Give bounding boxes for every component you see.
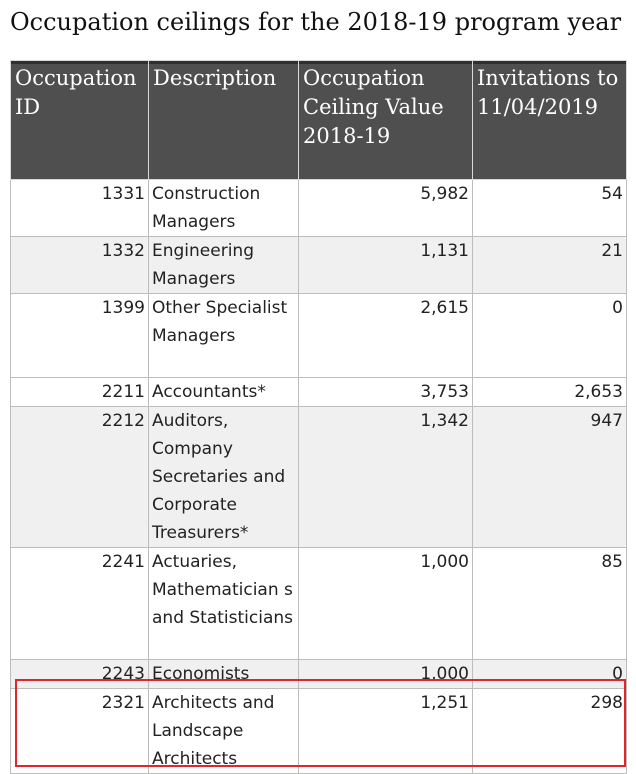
cell-description: Actuaries, Mathematician s and Statisticians — [149, 548, 299, 660]
cell-occupation-id: 2211 — [11, 378, 149, 407]
table-row — [11, 407, 627, 548]
cell-ceiling-value: 1,131 — [299, 237, 473, 294]
table-row — [11, 378, 627, 407]
cell-description: Auditors, Company Secretaries and Corporate Treasurers* — [149, 407, 299, 548]
cell-occupation-id: 2241 — [11, 548, 149, 660]
header-invitations: Invitations to 11/04/2019 — [473, 61, 627, 180]
table-row-highlighted — [11, 689, 627, 774]
cell-ceiling-value: 1,000 — [299, 660, 473, 689]
table-header-row — [11, 61, 627, 180]
occupation-table — [10, 60, 627, 774]
cell-invitations: 947 — [473, 407, 627, 548]
cell-description: Other Specialist Managers — [149, 294, 299, 378]
cell-occupation-id: 2321 — [11, 689, 149, 774]
cell-ceiling-value: 1,251 — [299, 689, 473, 774]
cell-description: Economists — [149, 660, 299, 689]
cell-occupation-id: 2212 — [11, 407, 149, 548]
table-row — [11, 180, 627, 237]
header-description: Description — [149, 61, 299, 180]
page-title: Occupation ceilings for the 2018-19 program year — [10, 8, 622, 36]
table-row — [11, 294, 627, 378]
cell-invitations: 21 — [473, 237, 627, 294]
cell-invitations: 298 — [473, 689, 627, 774]
cell-invitations: 0 — [473, 294, 627, 378]
cell-ceiling-value: 2,615 — [299, 294, 473, 378]
cell-description: Accountants* — [149, 378, 299, 407]
cell-ceiling-value: 5,982 — [299, 180, 473, 237]
cell-invitations: 54 — [473, 180, 627, 237]
cell-ceiling-value: 1,342 — [299, 407, 473, 548]
cell-invitations: 85 — [473, 548, 627, 660]
cell-occupation-id: 1399 — [11, 294, 149, 378]
cell-description: Construction Managers — [149, 180, 299, 237]
header-occupation-id: Occupation ID — [11, 61, 149, 180]
table-row — [11, 548, 627, 660]
cell-description: Architects and Landscape Architects — [149, 689, 299, 774]
table-row — [11, 660, 627, 689]
cell-occupation-id: 1332 — [11, 237, 149, 294]
header-ceiling-value: Occupation Ceiling Value 2018-19 — [299, 61, 473, 180]
cell-invitations: 0 — [473, 660, 627, 689]
cell-ceiling-value: 1,000 — [299, 548, 473, 660]
cell-occupation-id: 2243 — [11, 660, 149, 689]
cell-invitations: 2,653 — [473, 378, 627, 407]
cell-description: Engineering Managers — [149, 237, 299, 294]
table-row — [11, 237, 627, 294]
cell-occupation-id: 1331 — [11, 180, 149, 237]
occupation-table-container — [10, 60, 626, 774]
cell-ceiling-value: 3,753 — [299, 378, 473, 407]
